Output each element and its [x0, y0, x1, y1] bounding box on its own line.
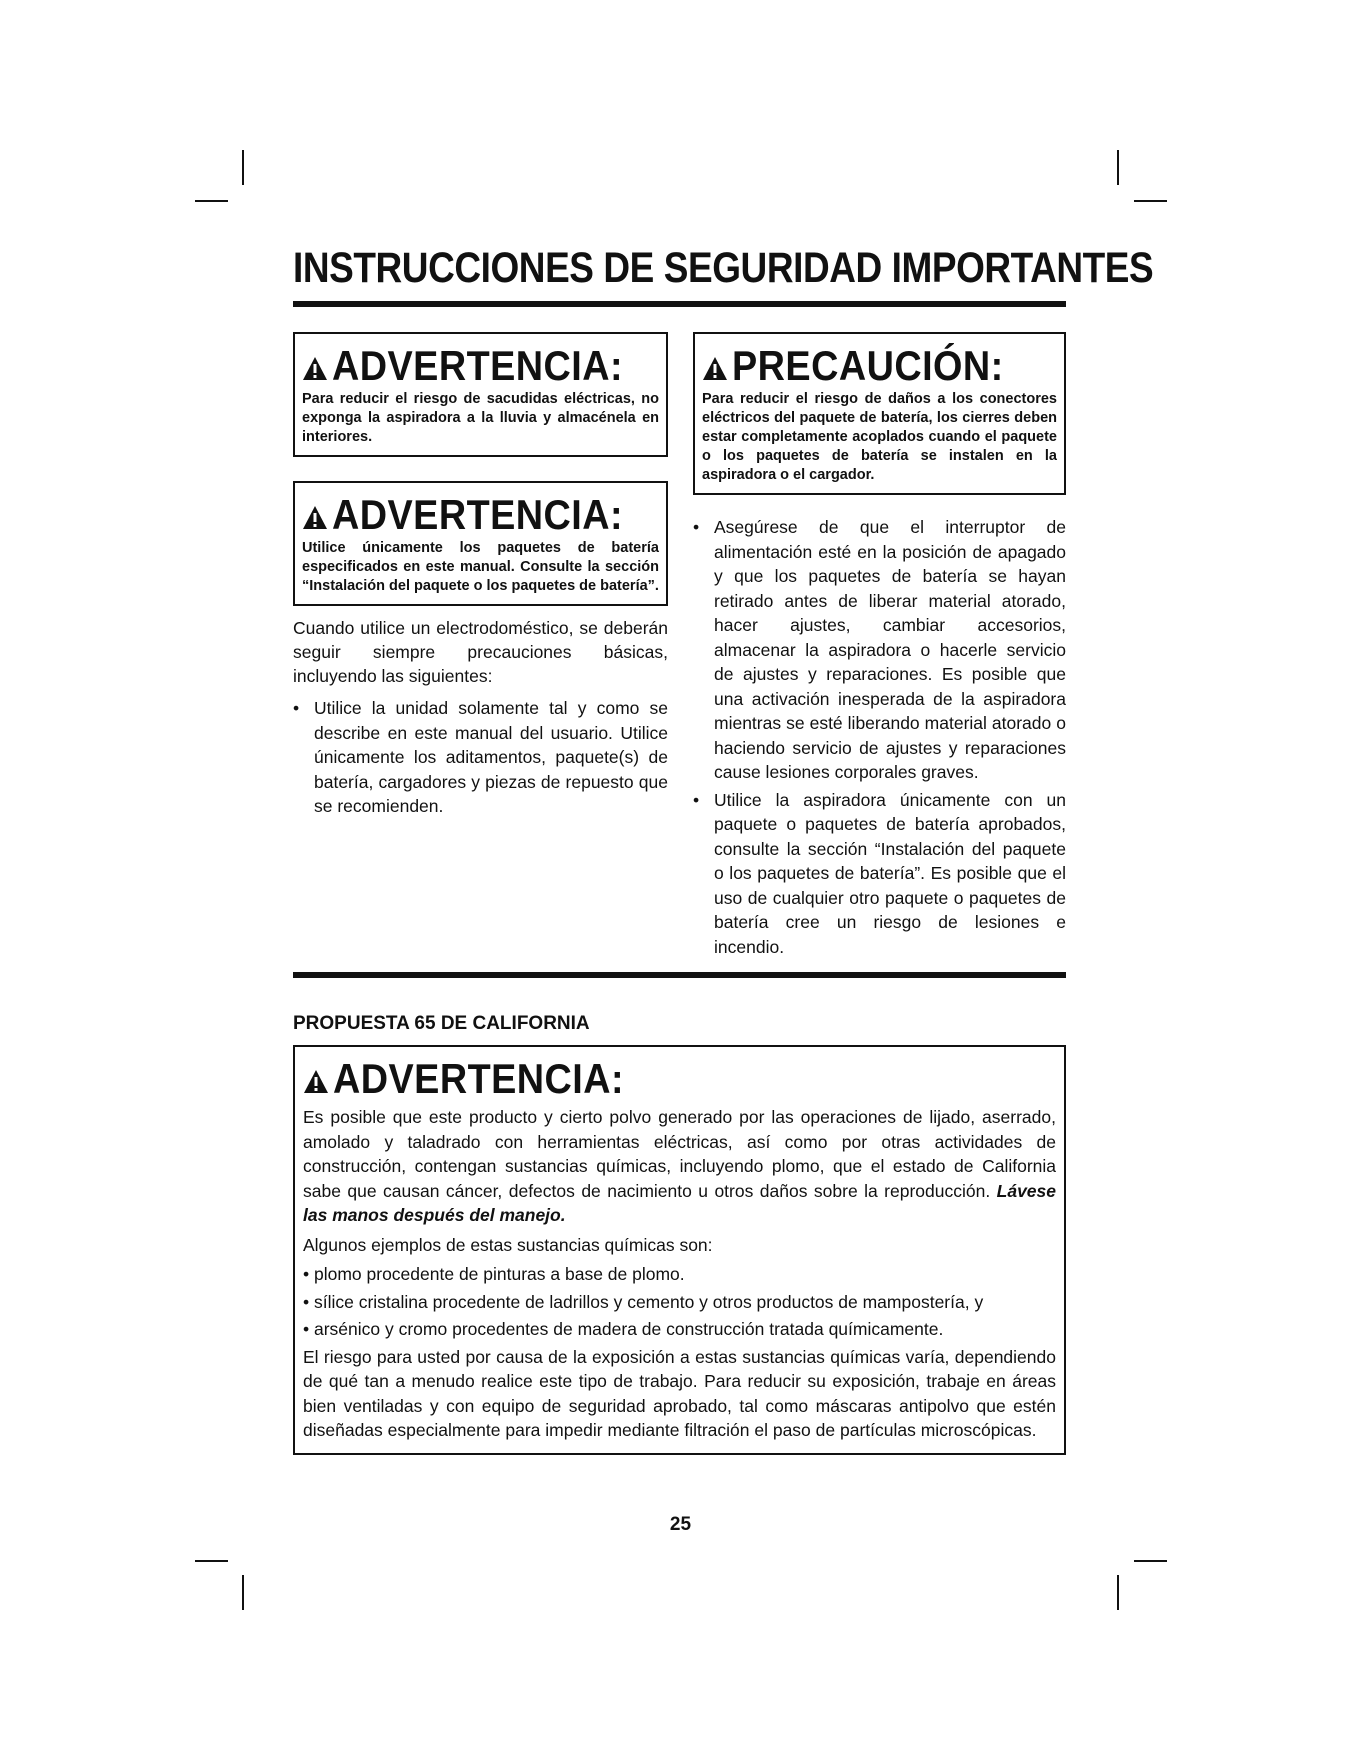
list-item [693, 515, 1066, 785]
warning-header [302, 340, 659, 388]
crop-mark [1134, 1560, 1167, 1562]
list-item [293, 696, 668, 819]
list-item: • sílice cristalina procedente de ladrillos y cemento y otros productos de mampostería, y [303, 1291, 984, 1312]
list-item-text: Utilice la unidad solamente tal y como se describe en este manual del usuario. Utilice únicamente los aditamentos, paquete(s) de batería, cargadores y piezas de repuesto que se recomienden. [314, 698, 668, 816]
list-item-text: Utilice la aspiradora únicamente con un paquete o paquetes de batería aprobados, consulte la sección “Instalación del paquete o los paquetes de batería”. Es posible que el uso de cualquier otro paquete o paquetes de batería cree un riesgo de lesiones e incendio. [714, 789, 1066, 957]
crop-mark [195, 200, 228, 202]
caution-header [702, 340, 1057, 388]
right-bullet-list [693, 515, 1066, 959]
two-column-section [293, 332, 1066, 972]
list-item: • plomo procedente de pinturas a base de plomo. [303, 1264, 685, 1284]
section-heading: PROPUESTA 65 DE CALIFORNIA [293, 1013, 590, 1034]
warning-heading: ADVERTENCIA: [332, 342, 624, 389]
examples-list [303, 1262, 1056, 1342]
bullet-marker: • [693, 789, 700, 810]
crop-mark [1117, 150, 1119, 185]
warning-text: Utilice únicamente los paquetes de batería especificados en este manual. Consulte la sección “Instalación del paquete o los paquetes de batería”. [302, 540, 659, 594]
page-number: 25 [669, 1514, 692, 1535]
warning-text: Para reducir el riesgo de sacudidas eléctricas, no exponga la aspiradora a la lluvia y almacénela en interiores. [302, 391, 659, 445]
crop-mark [242, 1575, 244, 1610]
warning-triangle-icon [302, 356, 328, 382]
prop65-section [293, 1012, 1066, 1455]
warning-heading: ADVERTENCIA: [333, 1055, 625, 1102]
warning-header [302, 489, 659, 537]
wash-hands-emphasis: Lávese las manos después del manejo. [303, 1180, 1056, 1225]
warning-header [303, 1051, 1056, 1101]
section-rule [293, 972, 1066, 978]
warning-triangle-icon [302, 505, 328, 531]
caution-text: Para reducir el riesgo de daños a los conectores eléctricos del paquete de batería, los cierres deben estar completamente acoplados cuando el paquete o los paquetes de batería se instalen en la aspiradora o el cargador. [702, 391, 1057, 483]
crop-mark [242, 150, 244, 185]
bullet-marker: • [693, 517, 700, 537]
page-title: INSTRUCCIONES DE SEGURIDAD IMPORTANTES [293, 244, 1154, 292]
crop-mark [1134, 200, 1167, 202]
warning-box-battery-packs [293, 481, 668, 606]
list-item [693, 788, 1066, 960]
prop65-paragraph-text: Es posible que este producto y cierto polvo generado por las operaciones de lijado, aserrado, amolado y taladrado con herramientas eléctricas, así como por otras actividades de construcción, contengan sustancias químicas, incluyendo plomo, que el estado de California sabe que causan cáncer, defectos de nacimiento u otros daños sobre la reproducción. [303, 1107, 1056, 1201]
left-bullet-list [293, 696, 668, 819]
prop65-paragraph [303, 1105, 1056, 1228]
exposure-paragraph: El riesgo para usted por causa de la exposición a estas sustancias químicas varía, dependiendo de qué tan a menudo realice este tipo de trabajo. Para reducir su exposición, trabaje en áreas bien ventiladas y con equipo de seguridad aprobado, tal como máscaras antipolvo que estén diseñadas especialmente para impedir mediante filtración el paso de partículas microscópicas. [303, 1346, 1056, 1440]
warning-box-electric-shock [293, 332, 668, 457]
warning-triangle-icon [702, 356, 728, 382]
crop-mark [1117, 1575, 1119, 1610]
page-content [293, 243, 1154, 1455]
examples-intro: Algunos ejemplos de estas sustancias químicas son: [303, 1234, 713, 1255]
warning-heading: ADVERTENCIA: [332, 491, 624, 538]
crop-mark [195, 1560, 228, 1562]
list-item-text: Asegúrese de que el interruptor de alimentación esté en la posición de apagado y que los paquetes de batería se hayan retirado antes de liberar material atorado, hacer ajustes, cambiar accesorios, almacenar la aspiradora o hacerle servicio de ajustes y reparaciones. Es posible que una activación inesperada de la aspiradora mientras se esté liberando material atorado o haciendo servicio de ajustes y reparaciones cause lesiones corporales graves. [714, 517, 1066, 782]
bullet-marker: • [293, 698, 300, 718]
caution-box-connectors [693, 332, 1066, 495]
list-item: • arsénico y cromo procedentes de madera de construcción tratada químicamente. [303, 1319, 944, 1339]
left-column [293, 332, 668, 822]
title-rule [293, 301, 1066, 307]
warning-triangle-icon [303, 1069, 329, 1095]
prop65-warning-box [293, 1045, 1066, 1455]
caution-heading: PRECAUCIÓN: [732, 342, 1004, 389]
right-column [693, 332, 1066, 962]
intro-paragraph: Cuando utilice un electrodoméstico, se deberán seguir siempre precauciones básicas, incluyendo las siguientes: [293, 618, 668, 686]
